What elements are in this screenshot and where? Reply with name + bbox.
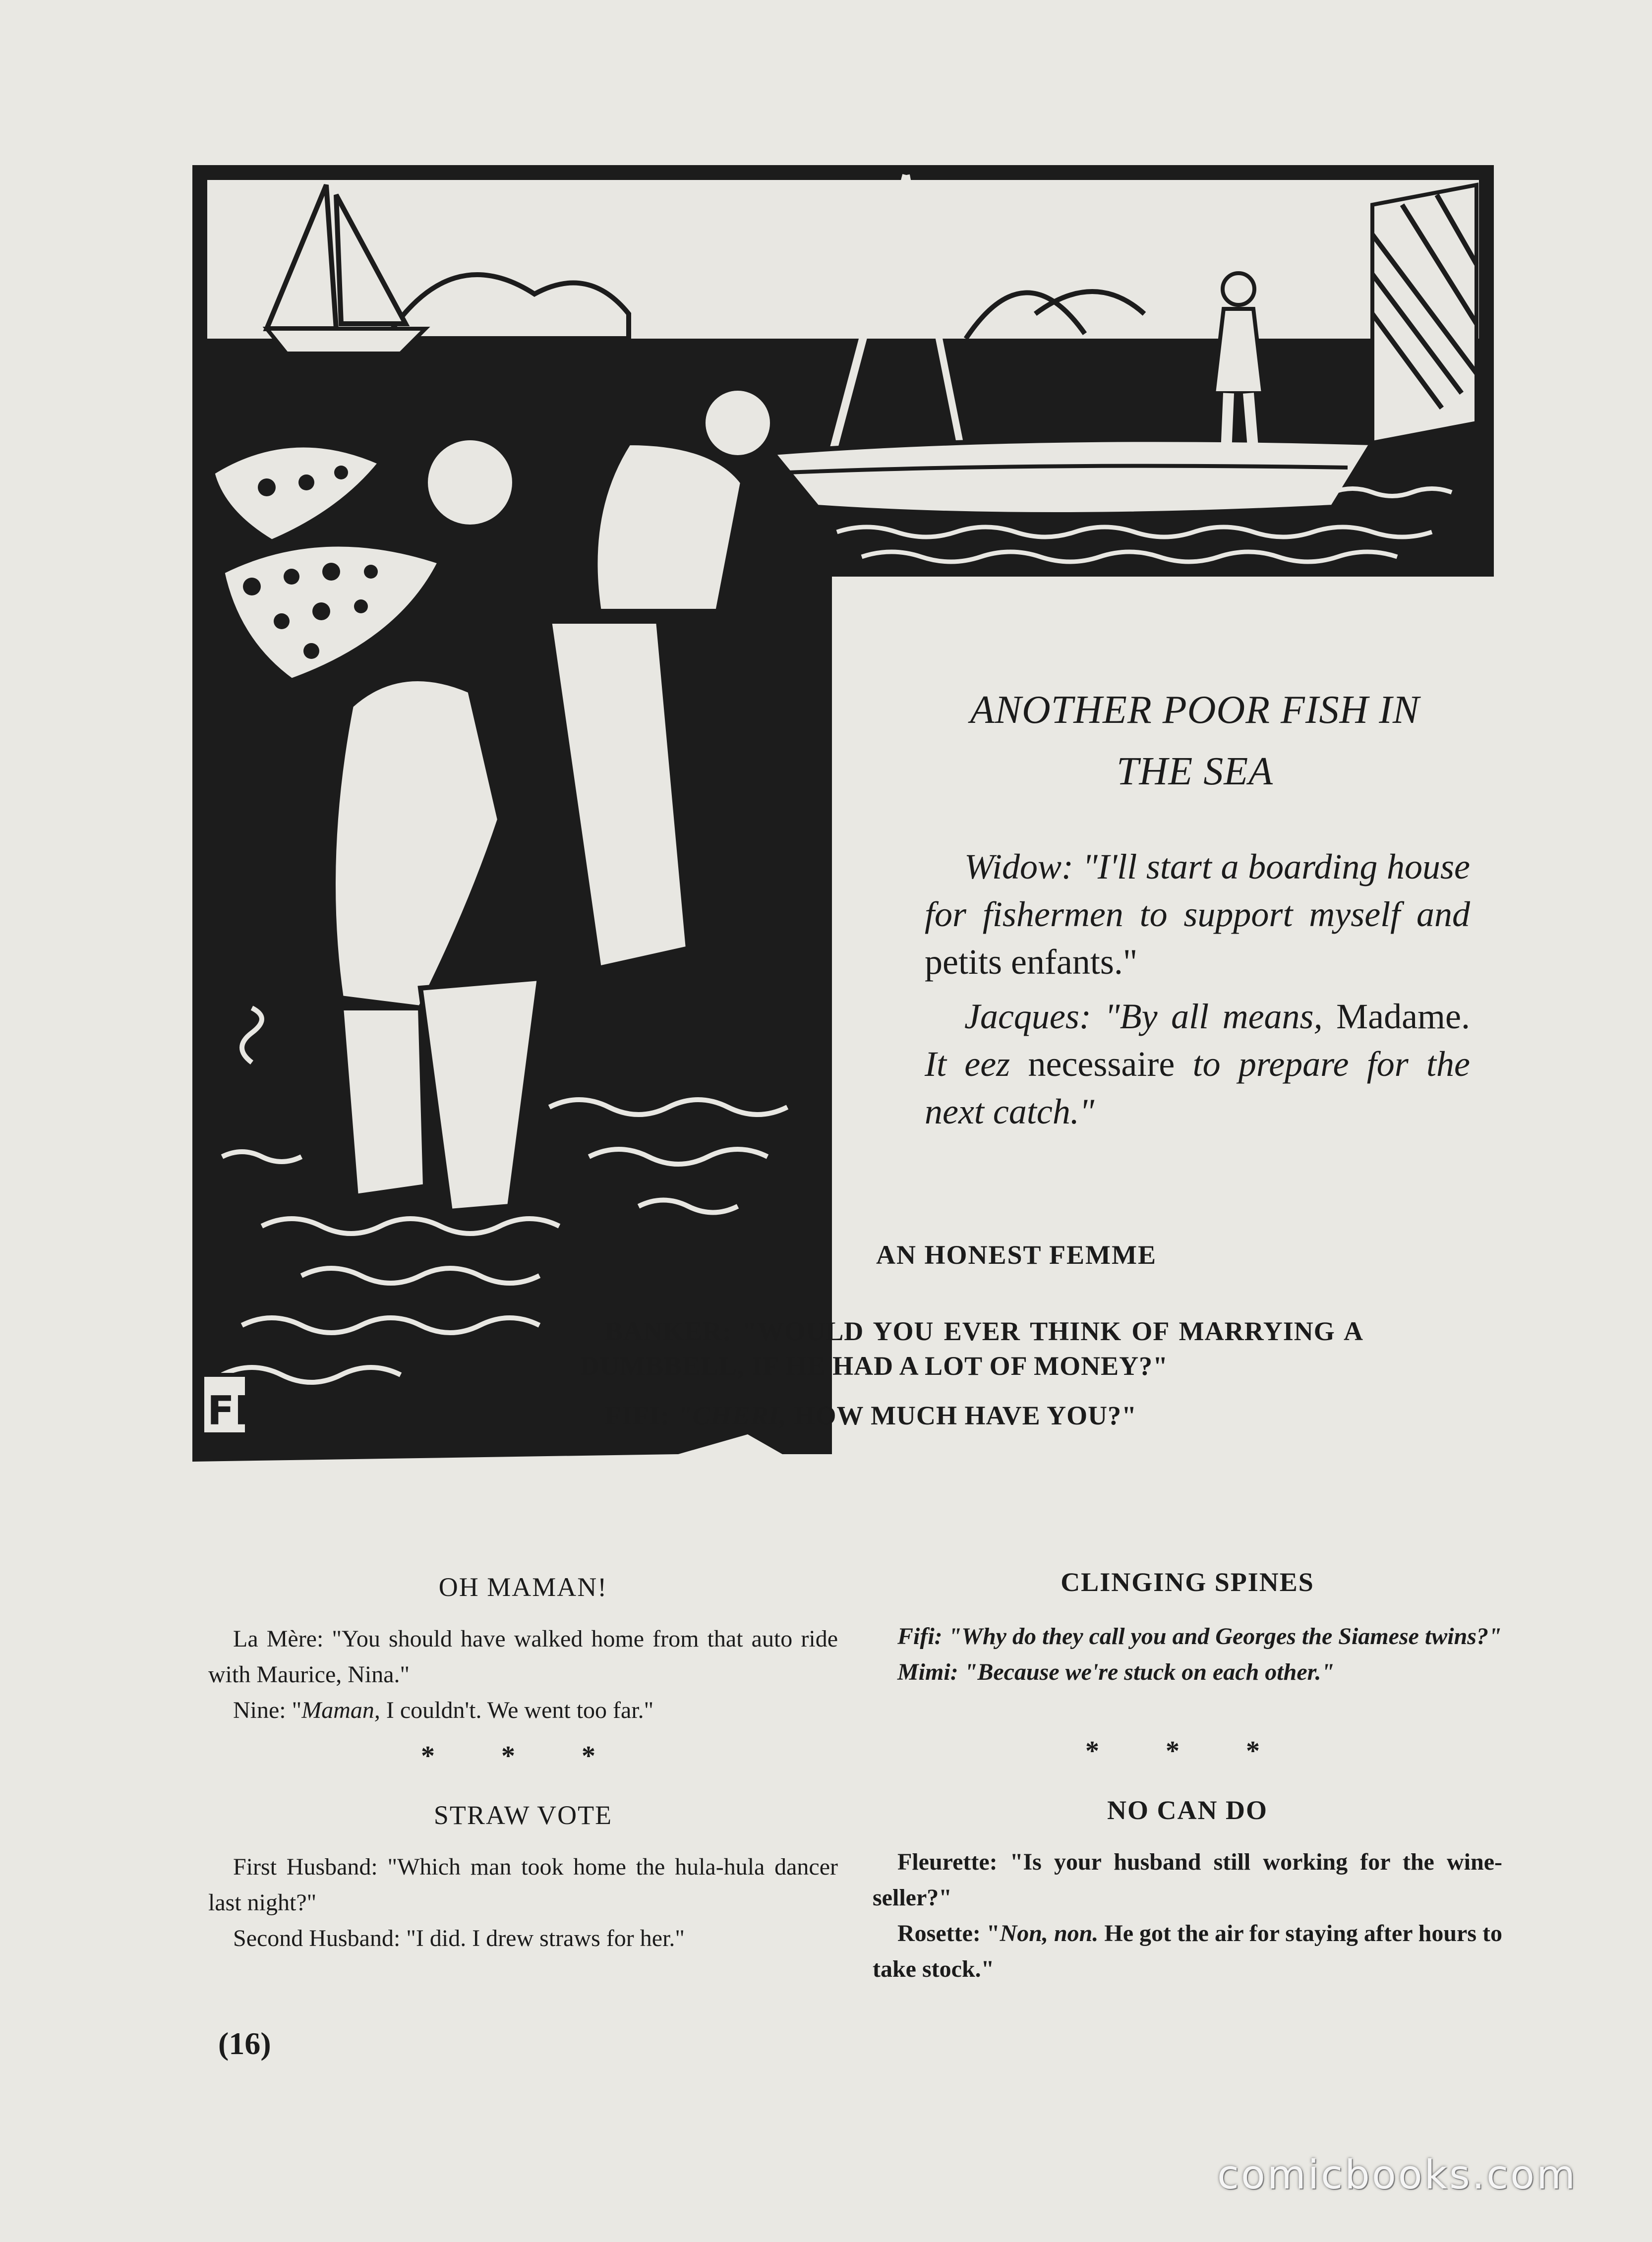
jacques-speaker: Jacques: <box>964 997 1091 1036</box>
no-can-do-title: NO CAN DO <box>1107 1795 1268 1825</box>
la-mere-line: La Mère: "You should have walked home from that auto ride with Maurice, Nina." <box>208 1626 838 1688</box>
page-title <box>912 679 1477 802</box>
jacques-e: to prepare for the next catch." <box>925 1044 1471 1131</box>
clinging-spines-text <box>873 1619 1502 1690</box>
nine-b: I couldn't. We went too far." <box>386 1697 654 1723</box>
banker-line: BANKER: "WOULD YOU EVER THINK OF MARRYING A DUMBBELL, IF HE HAD A LOT OF MONEY?" <box>580 1316 1363 1381</box>
fifi-cheri: "CHERI, <box>677 1401 787 1430</box>
separator-stars-left: * * * <box>421 1741 625 1771</box>
clinging-spines-title: CLINGING SPINES <box>1061 1567 1314 1597</box>
honest-femme-title: AN HONEST FEMME <box>876 1240 1157 1270</box>
title-line-2: THE SEA <box>1117 750 1273 793</box>
no-can-do-text <box>873 1844 1502 1987</box>
oh-maman-text <box>208 1621 838 1728</box>
jacques-c: It eez <box>925 1044 1010 1084</box>
jacques-b: Madame. <box>1336 997 1470 1036</box>
nine-maman: Maman, <box>301 1697 380 1723</box>
nine-a: Nine: " <box>233 1697 302 1723</box>
rosette-a: Rosette: " <box>897 1920 1000 1947</box>
verse-text <box>925 843 1470 1142</box>
mimi-answer-line: Mimi: "Because we're stuck on each other." <box>897 1659 1335 1685</box>
first-husband-line: First Husband: "Which man took home the hula-hula dancer last night?" <box>208 1854 838 1916</box>
page-number: (16) <box>218 2026 271 2061</box>
honest-femme-text <box>580 1314 1363 1448</box>
widow-quote: "I'll start a boarding house for fishermen to support myself and <box>925 847 1471 934</box>
rosette-line <box>873 1916 1502 1987</box>
fifi-rest: HOW MUCH HAVE YOU?" <box>794 1401 1137 1430</box>
second-husband-line: Second Husband: "I did. I drew straws for her." <box>233 1925 685 1951</box>
fifi-line <box>580 1398 1363 1433</box>
fifi-speaker: FIFI: <box>605 1401 670 1430</box>
straw-vote-title: STRAW VOTE <box>433 1800 613 1830</box>
widow-speaker: Widow: <box>964 847 1074 886</box>
nine-line <box>208 1693 838 1728</box>
widow-line <box>925 843 1470 986</box>
svg-text:FP: FP <box>207 1388 264 1434</box>
jacques-d: necessaire <box>1028 1044 1175 1084</box>
watermark: comicbooks.com <box>1217 2152 1578 2198</box>
widow-quote-end: petits enfants." <box>925 942 1138 982</box>
rosette-b: He got the air for staying after hours to take stock." <box>873 1920 1503 1982</box>
separator-stars-right: * * * <box>1085 1736 1290 1767</box>
jacques-line <box>925 993 1470 1135</box>
title-line-1: ANOTHER POOR FISH IN <box>970 688 1420 732</box>
jacques-a: "By all means, <box>1105 997 1323 1036</box>
fleurette-line: Fleurette: "Is your husband still working for the wine-seller?" <box>873 1849 1502 1911</box>
straw-vote-text <box>208 1849 838 1956</box>
fifi-question-line: Fifi: "Why do they call you and Georges the Siamese twins?" <box>897 1623 1502 1650</box>
oh-maman-title: OH MAMAN! <box>438 1572 608 1602</box>
rosette-non: Non, non. <box>1000 1920 1099 1947</box>
